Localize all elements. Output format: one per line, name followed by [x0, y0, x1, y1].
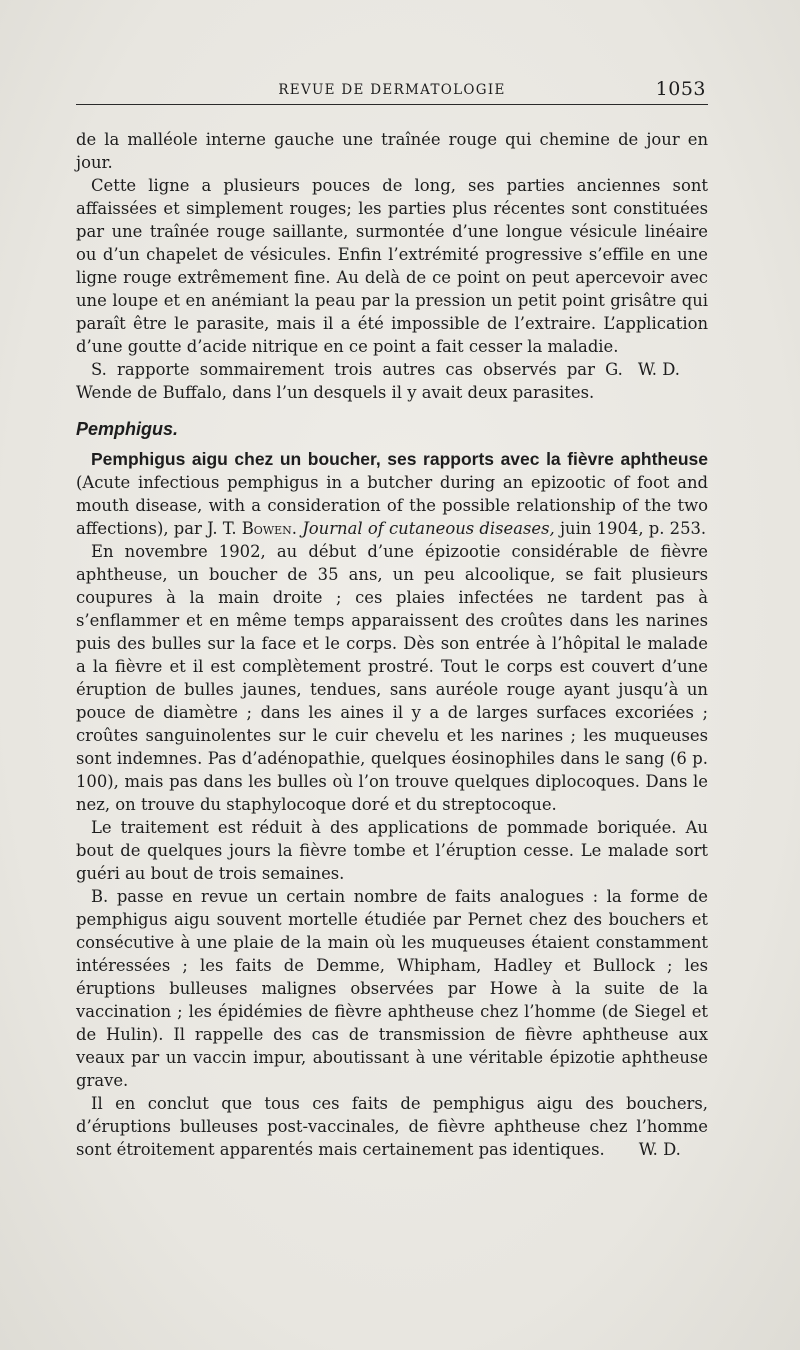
article-heading: Pemphigus aigu chez un boucher, ses rapports avec la fièvre aphtheuse	[91, 449, 708, 469]
paragraph-text: S. rapporte sommairement trois autres cas observés par G. Wende de Buffalo, dans l’un desquels il y avait deux parasites.	[76, 360, 623, 402]
journal-date: juin 1904, p. 253.	[559, 519, 707, 538]
article-paragraph-4	[76, 1092, 708, 1161]
article-paragraph-3: B. passe en revue un certain nombre de faits analogues : la forme de pemphigus aigu souvent mortelle étudiée par Pernet chez des bouchers et consécutive à une plaie de la main où les muqueuses étaient constamment intéressées ; les faits de Demme, Whipham, Hadley et Bullock ; les éruptions bulleuses malignes observées par Howe à la suite de la vaccination ; les épidémies de fièvre aphtheuse chez l’homme (de Siegel et de Hulin). Il rappelle des cas de transmission de fièvre aphtheuse aux veaux par un vaccin impur, aboutissant à une véritable épizotie aphtheuse grave.	[76, 887, 708, 1090]
article-header	[76, 448, 708, 540]
journal-name: Journal of cutaneous diseases,	[302, 519, 555, 538]
article-paragraph-1: En novembre 1902, au début d’une épizootie considérable de fièvre aphtheuse, un boucher de 35 ans, un peu alcoolique, se fait plusieurs coupures à la main droite ; ces plaies infectées ne tardent pas à s’enflammer et en même temps apparaissent des croûtes dans les narines puis des bulles sur la face et le corps. Dès son entrée à l’hôpital le malade a la fièvre et il est complètement prostré. Tout le corps est couvert d’une éruption de bulles jaunes, tendues, sans auréole rouge ayant jusqu’à un pouce de diamètre ; dans les aines il y a de larges surfaces excoriées ; croûtes sanguinolentes sur le cuir chevelu et les narines ; les muqueuses sont indemnes. Pas d’adénopathie, quelques éosinophiles dans le sang (6 p. 100), mais pas dans les bulles où l’on trouve quelques diplocoques. Dans le nez, on trouve du staphylocoque doré et du streptocoque.	[76, 542, 708, 814]
running-title: REVUE DE DERMATOLOGIE	[278, 82, 506, 98]
article-paragraph-2: Le traitement est réduit à des applications de pommade boriquée. Au bout de quelques jours la fièvre tombe et l’éruption cesse. Le malade sort guéri au bout de trois semaines.	[76, 818, 708, 883]
paragraph-text: Il en conclut que tous ces faits de pemphigus aigu des bouchers, d’éruptions bulleuses post-vaccinales, de fièvre aphtheuse chez l’homme sont étroitement apparentés mais certainement pas identiques.	[76, 1094, 708, 1159]
header-rule	[76, 104, 708, 105]
section-title: Pemphigus.	[76, 419, 179, 439]
article-author: J. T. Bowen.	[207, 519, 297, 538]
continued-paragraph-3	[76, 358, 708, 404]
author-signature: W. D.	[638, 1140, 681, 1159]
continued-paragraph-2: Cette ligne a plusieurs pouces de long, ses parties anciennes sont affaissées et simplement rouges; les parties plus récentes sont constituées par une traînée rouge saillante, surmontée d’une longue vésicule linéaire ou d’un chapelet de vésicules. Enfin l’extrémité progressive s’effile en une ligne rouge extrêmement fine. Au delà de ce point on peut apercevoir avec une loupe et en anémiant la peau par la pression un petit point grisâtre qui paraît être le parasite, mais il a été impossible de l’extraire. L’application d’une goutte d’acide nitrique en ce point a fait cesser la maladie.	[76, 176, 708, 356]
page-number: 1053	[655, 78, 706, 100]
body-text	[76, 128, 708, 1161]
author-signature: W. D.	[637, 360, 680, 379]
article-citation: (Acute infectious pemphigus in a butcher during an epizootic of foot and mouth disease, with a consideration of the possible relationship of the two affections), par	[76, 473, 708, 538]
running-header	[76, 78, 708, 102]
continued-paragraph-1: de la malléole interne gauche une traînée rouge qui chemine de jour en jour.	[76, 130, 708, 172]
